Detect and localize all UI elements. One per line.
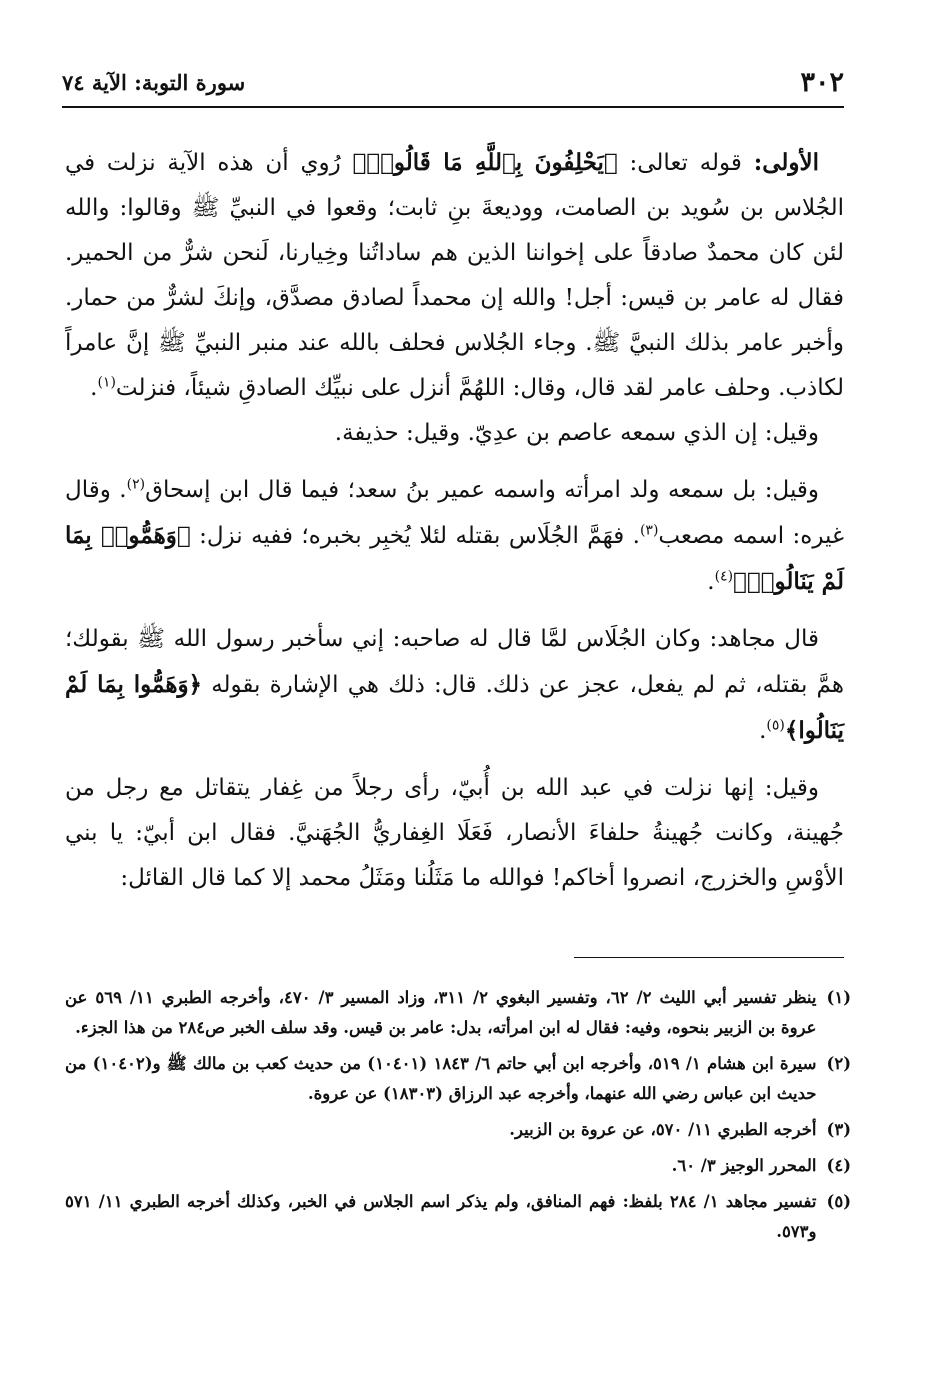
page-number: ٣٠٢: [800, 66, 844, 98]
running-title: سورة التوبة: الآية ٧٤: [62, 69, 246, 95]
footnote-3: [65, 1115, 851, 1145]
paragraph-text: قال مجاهد: وكان الجُلَاس لمَّا قال له صاحبه: إني سأخبر رسول الله ﷺ بقولك؛ همَّ بقتله، ثم لم يفعل، عجز عن ذلك. قال: ذلك هي الإشارة بقوله: [65, 626, 844, 698]
paragraph-text: . فهَمَّ الجُلَاس بقتله لئلا يُخبِر بخبره؛ ففيه نزل:: [190, 523, 640, 549]
header-rule: [62, 106, 844, 108]
paragraph-text: رُوي أن هذه الآية نزلت في الجُلاس بن سُويد بن الصامت، ووديعةَ بنِ ثابت؛ وقعوا في النبيِّ ﷺ وقالوا: والله لئن كان محمدٌ صادقاً على إخواننا الذين هم ساداتُنا وخِيارنا، لَنحن شرٌّ من الحمير. فقال له عامر بن قيس: أجل! والله إن محمداً لصادق مصدَّق، وإنكَ لشرٌّ من حمار. وأخبر عامر بذلك النبيَّ ﷺ. وجاء الجُلاس فحلف بالله عند منبر النبيِّ ﷺ إنَّ عامراً لكاذب. وحلف عامر لقد قال، وقال: اللهُمَّ أنزل على نبيِّك الصادقِ شيئاً، فنزلت: [65, 150, 844, 401]
footnote-text: ينظر تفسير أبي الليث ٢/ ٦٢، وتفسير البغوي ٢/ ٣١١، وزاد المسير ٣/ ٤٧٠، وأخرجه الطبري ١١/ ٥٦٩ عن عروة بن الزبير بنحوه، وفيه: فقال له ابن امرأته، بدل: عامر بن قيس. وقد سلف الخبر ص٢٨٤ من هذا الجزء.: [65, 988, 817, 1037]
quran-quote: ﴿وَهَمُّوا۟ بِمَا لَمْ يَنَالُوا۟﴾: [65, 522, 844, 595]
page-header: [62, 62, 844, 102]
quran-quote: ﴿يَحْلِفُونَ بِٱللَّهِ مَا قَالُوا۟﴾: [352, 149, 618, 176]
footnote-4: [65, 1151, 851, 1181]
paragraph-2: [65, 411, 844, 456]
footnote-text: المحرر الوجيز ٣/ ٦٠.: [671, 1156, 817, 1175]
paragraph-lead: الأولى:: [753, 149, 819, 176]
footnote-text: أخرجه الطبري ١١/ ٥٧٠، عن عروة بن الزبير.: [509, 1120, 817, 1139]
footnote-ref: (١): [97, 374, 116, 391]
footnote-ref: (٢): [126, 476, 146, 493]
paragraph-end: .: [707, 569, 715, 595]
paragraph-5: [65, 766, 844, 901]
footnotes: [65, 983, 851, 1253]
footnote-separator: [574, 957, 844, 958]
quran-quote: ﴿وَهَمُّوا بِمَا لَمْ يَنَالُوا﴾: [65, 671, 844, 744]
footnote-number: (٤): [826, 1156, 851, 1175]
footnote-ref: (٣): [639, 522, 659, 539]
paragraph-end: .: [90, 375, 98, 401]
footnote-number: (٢): [826, 1054, 851, 1073]
footnote-1: [65, 983, 851, 1043]
footnote-number: (١): [826, 988, 851, 1007]
paragraph-text: وقيل: بل سمعه ولد امرأته واسمه عمير بنُ سعد؛ فيما قال ابن إسحاق: [145, 477, 819, 503]
paragraph-text: وقيل: إن الذي سمعه عاصم بن عدِيّ. وقيل: حذيفة.: [334, 420, 819, 446]
paragraph-end: .: [759, 718, 767, 744]
footnote-text: سيرة ابن هشام ١/ ٥١٩، وأخرجه ابن أبي حاتم ٦/ ١٨٤٣ (١٠٤٠١) من حديث كعب بن مالك ﷺ و(١٠٤٠٢) من حديث ابن عباس رضي الله عنهما، وأخرجه عبد الرزاق (١٨٣٠٣) عن عروة.: [65, 1054, 817, 1103]
main-text: [65, 140, 844, 901]
footnote-number: (٣): [826, 1120, 851, 1139]
footnote-text: تفسير مجاهد ١/ ٢٨٤ بلفظ: فهم المنافق، ولم يذكر اسم الجلاس في الخبر، وكذلك أخرجه الطبري ١١/ ٥٧١ و٥٧٣.: [65, 1192, 817, 1241]
paragraph-text: قوله تعالى:: [617, 150, 754, 176]
footnote-ref: (٤): [714, 568, 734, 585]
footnote-ref: (٥): [766, 717, 785, 734]
footnote-number: (٥): [826, 1192, 851, 1211]
footnote-2: [65, 1049, 851, 1109]
paragraph-text: . وقال غيره: اسمه مصعب: [65, 477, 844, 549]
paragraph-4: [65, 617, 844, 754]
paragraph-1: [65, 140, 844, 411]
paragraph-text: وقيل: إنها نزلت في عبد الله بن أُبيّ، رأى رجلاً من غِفار يتقاتل مع رجل من جُهينة، وكانت جُهينةُ حلفاءَ الأنصار، فَعَلَا الغِفاريُّ الجُهَنيَّ. فقال ابن أبيّ: يا بني الأوْسِ والخزرج، انصروا أخاكم! فوالله ما مَثَلُنا ومَثَلُ محمد إلا كما قال القائل:: [65, 775, 844, 891]
paragraph-3: [65, 468, 844, 605]
footnote-5: [65, 1187, 851, 1247]
